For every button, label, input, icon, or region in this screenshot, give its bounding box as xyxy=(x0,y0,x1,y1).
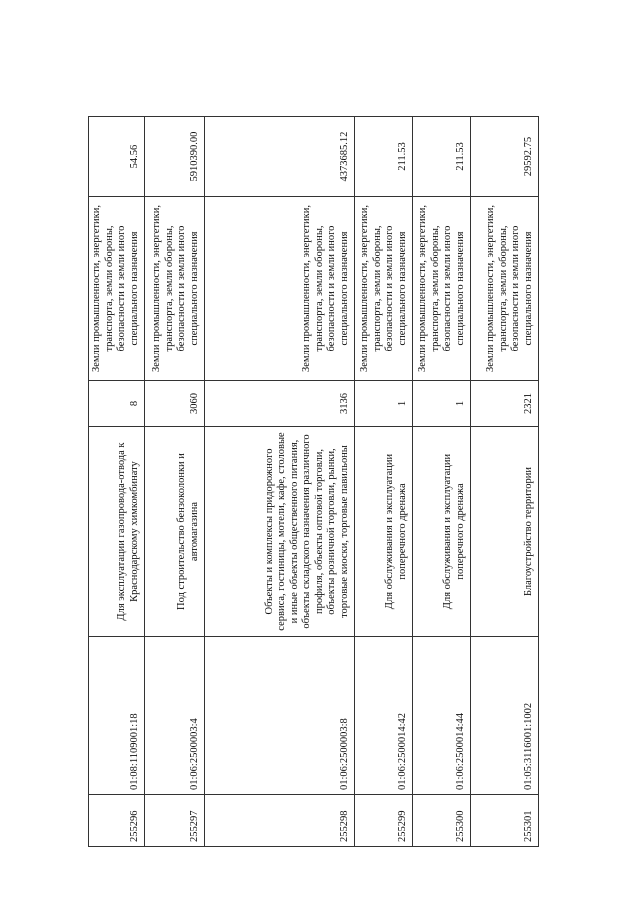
land-category: Земли промышленности, энергетики, транспорта, земли обороны, безопасности и земли иного специального назначения xyxy=(145,197,205,381)
table-row xyxy=(413,117,471,847)
land-parcels-table xyxy=(88,116,539,847)
row-id: 255296 xyxy=(89,795,145,847)
land-category: Земли промышленности, энергетики, транспорта, земли обороны, безопасности и земли иного специального назначения xyxy=(355,197,413,381)
rotated-table-container xyxy=(88,117,538,847)
area: 8 xyxy=(89,381,145,427)
permitted-use: Под строительство бензоколонки и автомагазина xyxy=(145,427,205,637)
table-row xyxy=(471,117,539,847)
cadastral-value: 54.56 xyxy=(89,117,145,197)
permitted-use: Благоустройство территории xyxy=(471,427,539,637)
cadastral-number: 01:06:2500003:4 xyxy=(145,637,205,795)
permitted-use: Для эксплуатации газопровода-отвода к Краснодарскому химкомбинату xyxy=(89,427,145,637)
permitted-use: Объекты и комплексы придорожного сервиса, гостиницы, мотели, кафе, столовые и иные объекты общественного питания, объекты складского назначения различного профиля, объекты оптовой торговли, объекты розничной торговли, рынки, торговые киоски, торговые павильоны xyxy=(205,427,355,637)
land-category: Земли промышленности, энергетики, транспорта, земли обороны, безопасности и земли иного специального назначения xyxy=(89,197,145,381)
land-category: Земли промышленности, энергетики, транспорта, земли обороны, безопасности и земли иного специального назначения xyxy=(413,197,471,381)
area: 1 xyxy=(413,381,471,427)
table-row xyxy=(89,117,145,847)
area: 3136 xyxy=(205,381,355,427)
cadastral-value: 5910390.00 xyxy=(145,117,205,197)
cadastral-number: 01:06:2500014:42 xyxy=(355,637,413,795)
area: 1 xyxy=(355,381,413,427)
row-id: 255300 xyxy=(413,795,471,847)
permitted-use: Для обслуживания и эксплуатации поперечного дренажа xyxy=(413,427,471,637)
permitted-use: Для обслуживания и эксплуатации поперечного дренажа xyxy=(355,427,413,637)
cadastral-number: 01:06:2500014:44 xyxy=(413,637,471,795)
cadastral-value: 211.53 xyxy=(413,117,471,197)
cadastral-number: 01:05:3116001:1002 xyxy=(471,637,539,795)
land-category: Земли промышленности, энергетики, транспорта, земли обороны, безопасности и земли иного специального назначения xyxy=(205,197,355,381)
cadastral-number: 01:06:2500003:8 xyxy=(205,637,355,795)
area: 3060 xyxy=(145,381,205,427)
table-row xyxy=(145,117,205,847)
cadastral-value: 4373685.12 xyxy=(205,117,355,197)
row-id: 255298 xyxy=(205,795,355,847)
cadastral-value: 29592.75 xyxy=(471,117,539,197)
cadastral-value: 211.53 xyxy=(355,117,413,197)
land-category: Земли промышленности, энергетики, транспорта, земли обороны, безопасности и земли иного специального назначения xyxy=(471,197,539,381)
table-row xyxy=(355,117,413,847)
row-id: 255297 xyxy=(145,795,205,847)
area: 2321 xyxy=(471,381,539,427)
row-id: 255301 xyxy=(471,795,539,847)
cadastral-number: 01:08:1109001:18 xyxy=(89,637,145,795)
table-row xyxy=(205,117,355,847)
row-id: 255299 xyxy=(355,795,413,847)
